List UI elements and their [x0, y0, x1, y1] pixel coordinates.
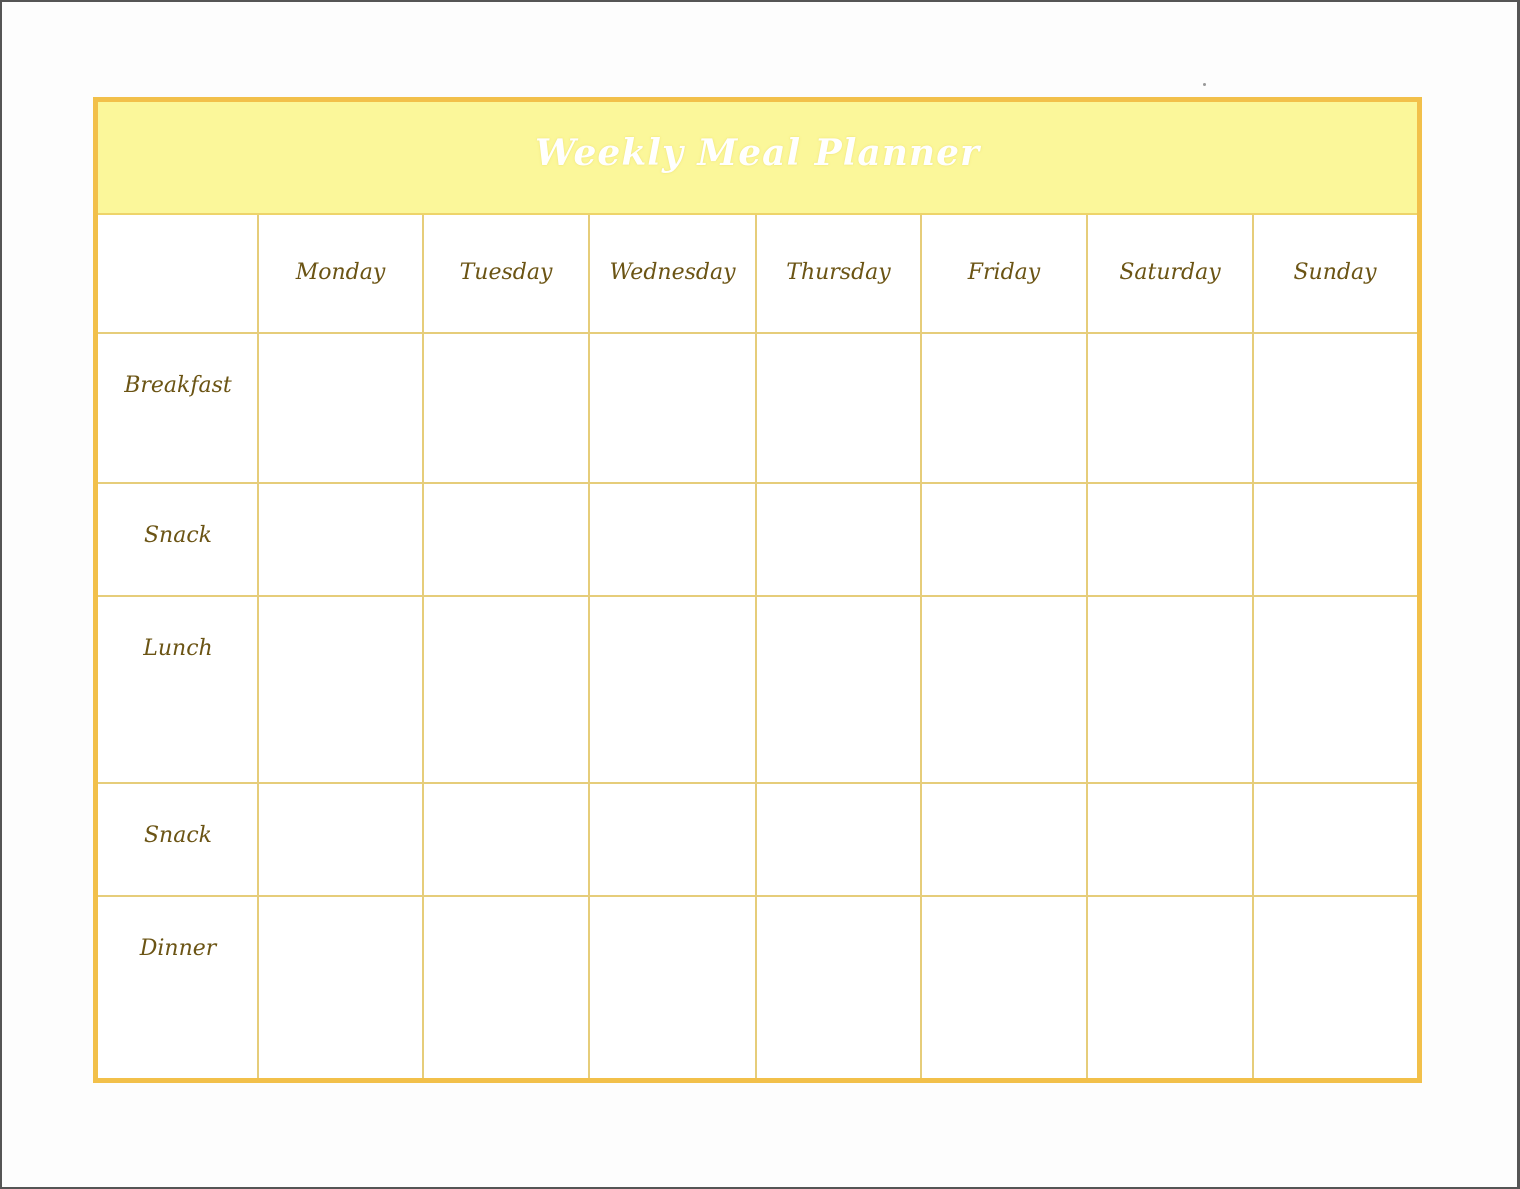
- meal-cell-lunch-sunday[interactable]: [1254, 597, 1416, 782]
- meal-cell-breakfast-tuesday[interactable]: [424, 334, 588, 482]
- meal-cell-breakfast-thursday[interactable]: [757, 334, 920, 482]
- meal-cell-snack-sunday[interactable]: [1254, 784, 1416, 895]
- meal-cell-snack-thursday[interactable]: [757, 484, 920, 595]
- meal-cell-dinner-sunday[interactable]: [1254, 897, 1416, 1077]
- meal-cell-snack-tuesday[interactable]: [424, 484, 588, 595]
- day-header-friday: Friday: [967, 260, 1041, 285]
- meal-cell-snack-saturday[interactable]: [1088, 784, 1252, 895]
- meal-cell-dinner-friday[interactable]: [922, 897, 1086, 1077]
- meal-cell-snack-monday[interactable]: [259, 784, 422, 895]
- meal-cell-snack-sunday[interactable]: [1254, 484, 1416, 595]
- meal-cell-lunch-wednesday[interactable]: [590, 597, 755, 782]
- meal-cell-breakfast-sunday[interactable]: [1254, 334, 1416, 482]
- meal-label-snack: Snack: [143, 823, 212, 848]
- meal-label-lunch: Lunch: [143, 636, 213, 661]
- meal-cell-breakfast-friday[interactable]: [922, 334, 1086, 482]
- scan-speck: [1203, 83, 1206, 86]
- meal-label-snack: Snack: [143, 523, 212, 548]
- day-header-tuesday: Tuesday: [459, 260, 553, 285]
- meal-cell-lunch-saturday[interactable]: [1088, 597, 1252, 782]
- meal-cell-snack-friday[interactable]: [922, 784, 1086, 895]
- day-header-monday: Monday: [295, 260, 386, 285]
- meal-cell-lunch-tuesday[interactable]: [424, 597, 588, 782]
- meal-cell-dinner-tuesday[interactable]: [424, 897, 588, 1077]
- meal-label-breakfast: Breakfast: [124, 373, 232, 398]
- meal-cell-dinner-saturday[interactable]: [1088, 897, 1252, 1077]
- day-header-wednesday: Wednesday: [609, 260, 736, 285]
- meal-cell-snack-tuesday[interactable]: [424, 784, 588, 895]
- meal-cell-snack-thursday[interactable]: [757, 784, 920, 895]
- meal-cell-snack-friday[interactable]: [922, 484, 1086, 595]
- planner-title: Weekly Meal Planner: [535, 132, 980, 174]
- meal-cell-breakfast-saturday[interactable]: [1088, 334, 1252, 482]
- meal-cell-breakfast-wednesday[interactable]: [590, 334, 755, 482]
- title-band: [98, 102, 1417, 215]
- meal-cell-lunch-monday[interactable]: [259, 597, 422, 782]
- meal-cell-snack-wednesday[interactable]: [590, 784, 755, 895]
- meal-cell-snack-wednesday[interactable]: [590, 484, 755, 595]
- day-header-thursday: Thursday: [786, 260, 891, 285]
- meal-planner-table: [93, 97, 1422, 1083]
- day-header-sunday: Sunday: [1293, 260, 1377, 285]
- meal-label-dinner: Dinner: [139, 936, 217, 961]
- meal-cell-dinner-thursday[interactable]: [757, 897, 920, 1077]
- meal-cell-breakfast-monday[interactable]: [259, 334, 422, 482]
- day-header-saturday: Saturday: [1119, 260, 1221, 285]
- meal-cell-snack-monday[interactable]: [259, 484, 422, 595]
- meal-cell-lunch-friday[interactable]: [922, 597, 1086, 782]
- meal-cell-snack-saturday[interactable]: [1088, 484, 1252, 595]
- meal-cell-lunch-thursday[interactable]: [757, 597, 920, 782]
- meal-cell-dinner-monday[interactable]: [259, 897, 422, 1077]
- meal-cell-dinner-wednesday[interactable]: [590, 897, 755, 1077]
